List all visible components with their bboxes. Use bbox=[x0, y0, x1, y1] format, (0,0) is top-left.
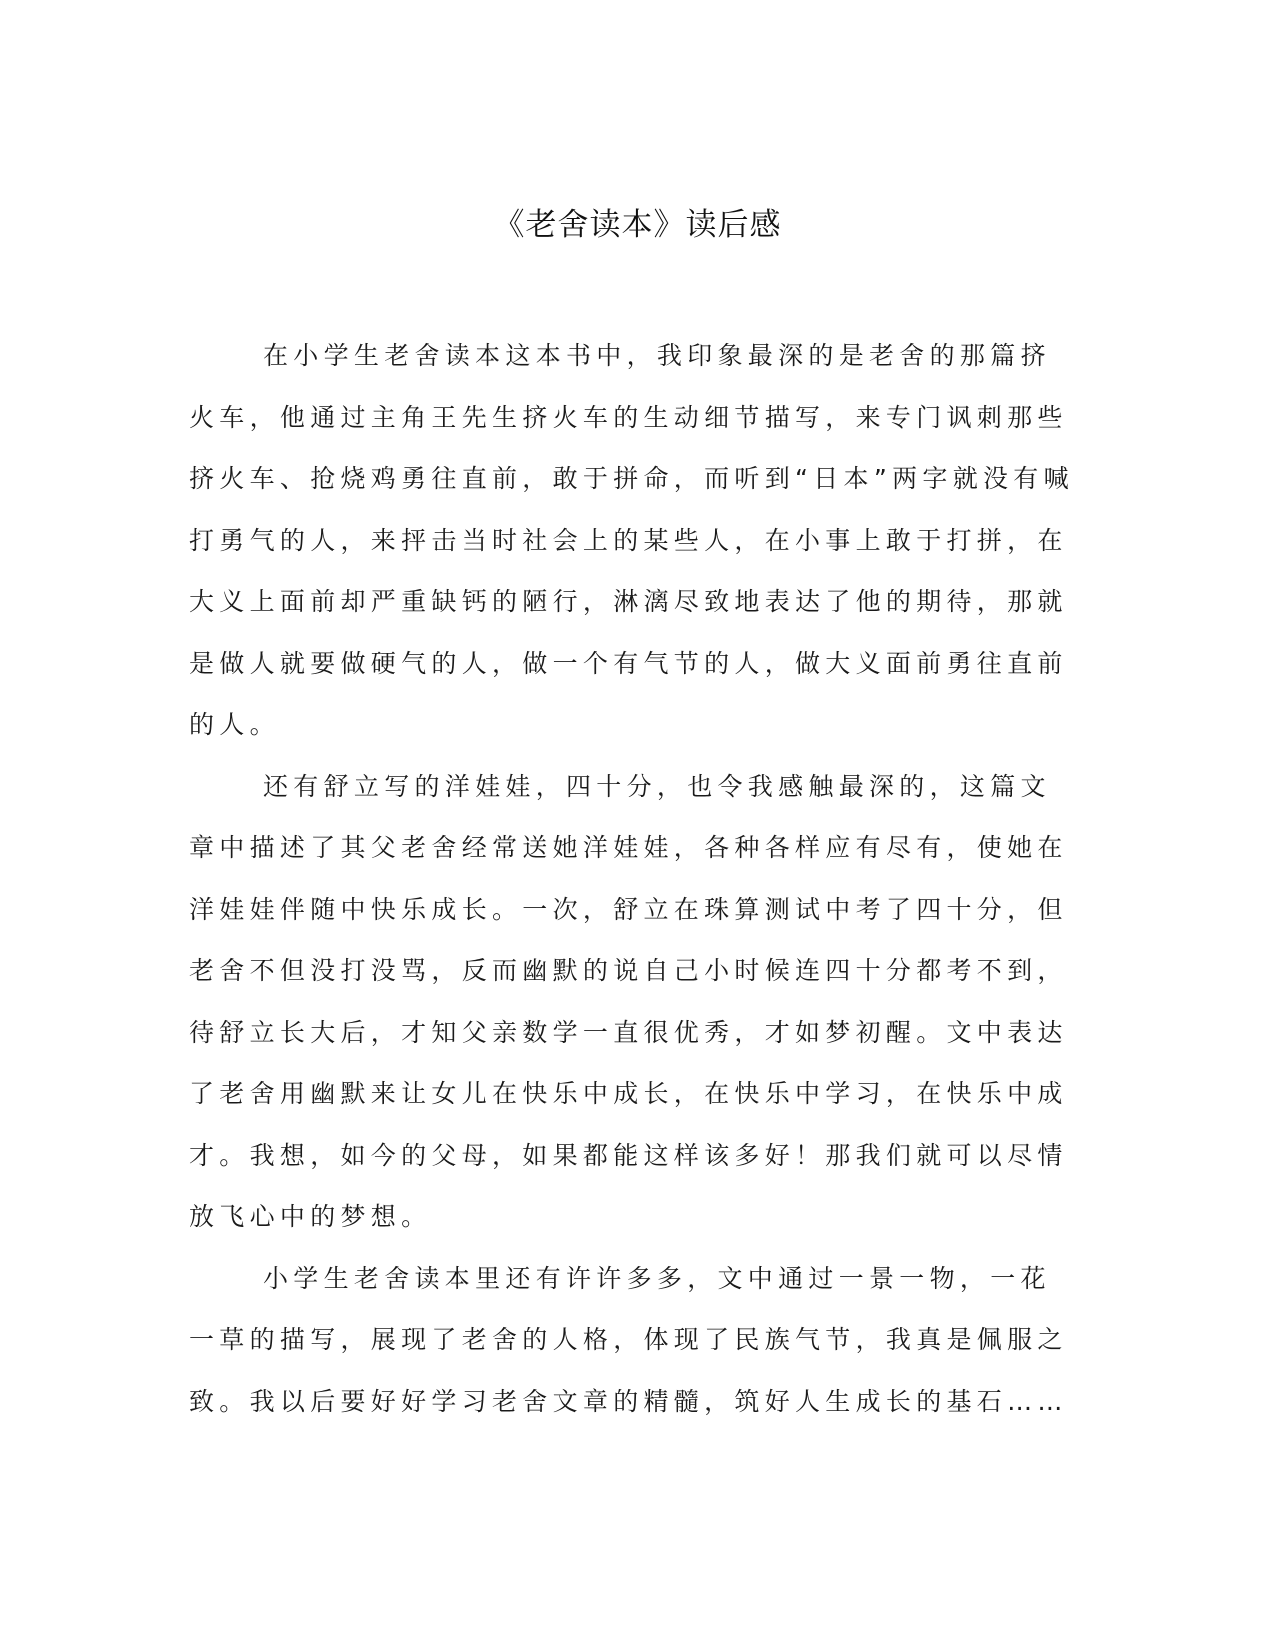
document-title: 《老舍读本》读后感 bbox=[493, 207, 782, 243]
paragraph-2: 还有舒立写的洋娃娃，四十分，也令我感触最深的，这篇文章中描述了其父老舍经常送她洋娃娃，各种各样应有尽有，使她在洋娃娃伴随中快乐成长。一次，舒立在珠算测试中考了四十分，但老舍不但没打没骂，反而幽默的说自己小时候连四十分都考不到，待舒立长大后，才知父亲数学一直很优秀，才如梦初醒。文中表达了老舍用幽默来让女儿在快乐中成长，在快乐中学习，在快乐中成才。我想，如今的父母，如果都能这样该多好！那我们就可以尽情放飞心中的梦想。 bbox=[189, 771, 1068, 1231]
paragraph-3: 小学生老舍读本里还有许许多多，文中通过一景一物，一花一草的描写，展现了老舍的人格，体现了民族气节，我真是佩服之致。我以后要好好学习老舍文章的精髓，筑好人生成长的基石…… bbox=[189, 1263, 1068, 1416]
paragraph-1: 在小学生老舍读本这本书中，我印象最深的是老舍的那篇挤火车，他通过主角王先生挤火车的生动细节描写，来专门讽刺那些挤火车、抢烧鸡勇往直前，敢于拼命，而听到“日本”两字就没有喊打勇气的人，来抨击当时社会上的某些人，在小事上敢于打拼，在大义上面前却严重缺钙的陋行，淋漓尽致地表达了他的期待，那就是做人就要做硬气的人，做一个有气节的人，做大义面前勇往直前的人。 bbox=[189, 341, 1074, 739]
document-body bbox=[189, 325, 1077, 1432]
